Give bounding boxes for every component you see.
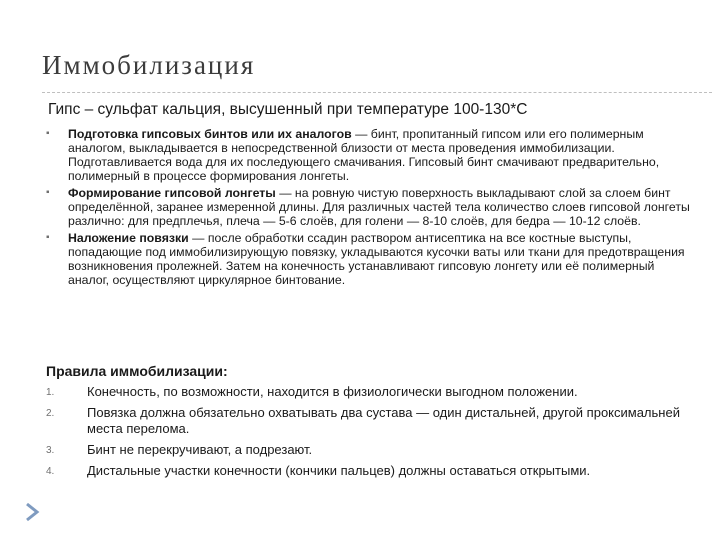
list-item-text: — после обработки ссадин раствором антисептика на все костные выступы, попадающие под иммобилизирующую повязку, укладываются кусочки ваты или ткани для предотвращения возникновения пролежней. Затем на конечность устанавливают гипсовую лонгету или её полимерный аналог, осуществляют циркулярное бинтование. [68,231,685,287]
rule-number: 1. [46,387,55,398]
bullet-marker: ▪ [46,187,50,198]
rule-number: 4. [46,466,55,477]
rule-item [46,384,696,400]
rule-text: Бинт не перекручивают, а подрезают. [87,442,313,457]
page-title: Иммобилизация [42,50,256,80]
rules-heading: Правила иммобилизации: [46,363,228,379]
rule-number: 2. [46,408,55,419]
bullet-marker: ▪ [46,232,50,243]
subtitle: Гипс – сульфат кальция, высушенный при температуре 100-130*С [48,101,528,118]
rule-text: Повязка должна обязательно охватывать два сустава — один дистальней, другой проксимальней места перелома. [87,405,680,436]
chevron-arrow-icon [24,501,42,523]
list-item-heading: Подготовка гипсовых бинтов или их аналогов [68,127,352,141]
rules-list [46,384,696,484]
bullet-marker: ▪ [46,128,50,139]
rule-text: Дистальные участки конечности (кончики пальцев) должны оставаться открытыми. [87,463,591,478]
rule-item [46,405,696,437]
list-item [46,231,696,287]
list-item-text: — бинт, пропитанный гипсом или его полимерным аналогом, выкладывается в непосредственной близости от места проведения иммобилизации. Подготавливается вода для их последующего смачивания. Гипсовый бинт смачивают предварительно, полимерный в процессе формирования лонгеты. [68,127,660,183]
rule-number: 3. [46,445,55,456]
bullet-list [46,127,696,290]
list-item-text: — на ровную чистую поверхность выкладывают слой за слоем бинт определённой, заранее измеренной длины. Для различных частей тела количество слоев гипсовой лонгеты различно: для предплечья, плеча — 5-6 слоёв, для голени — 8-10 слоёв, для бедра — 10-12 слоёв. [68,186,690,228]
rule-item [46,463,696,479]
list-item [46,186,696,228]
list-item-heading: Наложение повязки [68,231,189,245]
list-item-heading: Формирование гипсовой лонгеты [68,186,276,200]
list-item [46,127,696,183]
rule-item [46,442,696,458]
rule-text: Конечность, по возможности, находится в физиологически выгодном положении. [87,384,578,399]
title-divider [42,92,712,93]
